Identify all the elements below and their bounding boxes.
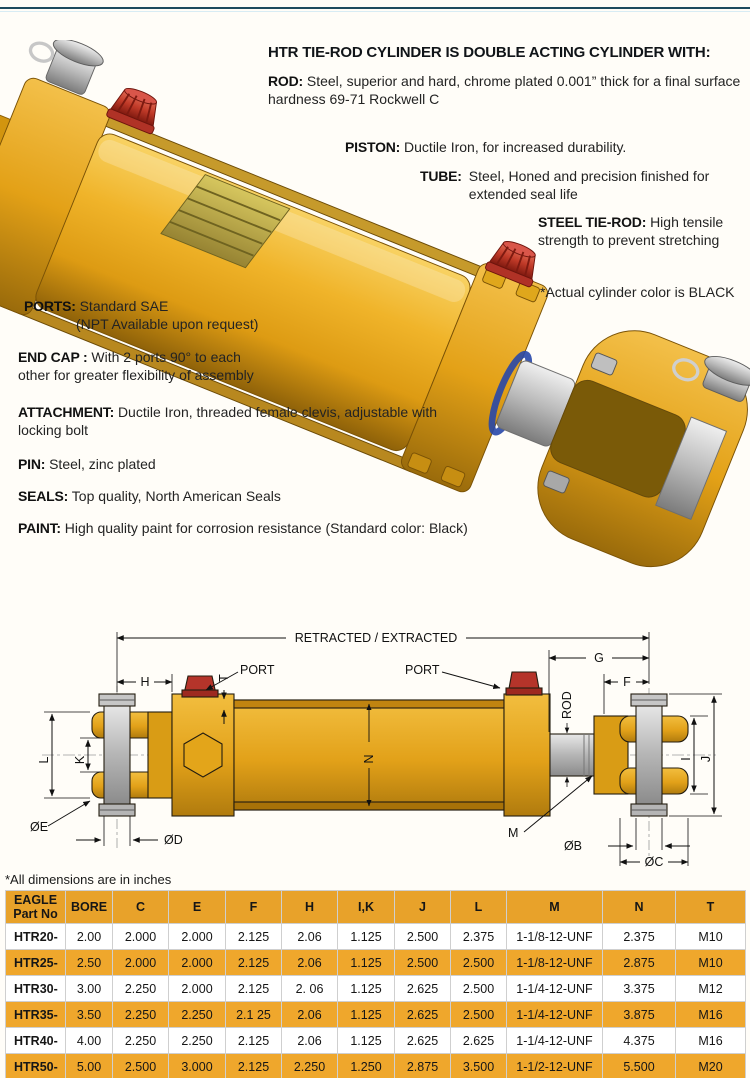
table-cell: 1-1/2-12-UNF <box>507 1054 603 1078</box>
dim-b-label: ØB <box>563 839 582 853</box>
table-header-cell: L <box>451 891 507 924</box>
table-cell: 2.1 25 <box>226 1002 282 1028</box>
dim-j-label: J <box>699 755 713 763</box>
table-cell: M12 <box>676 976 746 1002</box>
table-cell: 3.500 <box>451 1054 507 1078</box>
table-cell: 2. 06 <box>282 976 338 1002</box>
spec-pin-text: Steel, zinc plated <box>49 456 156 472</box>
table-cell-part: HTR35- <box>6 1002 66 1028</box>
table-header-cell: BORE <box>66 891 113 924</box>
spec-pin-label: PIN: <box>18 456 46 472</box>
table-cell: 2.625 <box>395 1002 451 1028</box>
table-cell: 1.125 <box>338 1028 395 1054</box>
spec-rod-label: ROD: <box>268 73 303 89</box>
table-cell: 2.000 <box>169 976 226 1002</box>
table-cell: 2.125 <box>226 950 282 976</box>
top-rule-light <box>0 11 750 12</box>
spec-ports-label: PORTS: <box>24 298 76 314</box>
table-row <box>6 1054 746 1078</box>
table-cell: 2.625 <box>395 1028 451 1054</box>
table-row <box>6 976 746 1002</box>
dim-n-label: N <box>362 754 376 764</box>
spec-table-body <box>6 924 746 1078</box>
table-cell: 1.125 <box>338 924 395 950</box>
spec-rod <box>268 72 746 108</box>
table-row <box>6 950 746 976</box>
table-header-row <box>6 891 746 924</box>
table-header-cell: E <box>169 891 226 924</box>
table-cell: M10 <box>676 950 746 976</box>
page-title: HTR TIE-ROD CYLINDER IS DOUBLE ACTING CYLINDER WITH: <box>268 44 711 61</box>
table-header-cell: H <box>282 891 338 924</box>
table-cell: 1-1/8-12-UNF <box>507 950 603 976</box>
table-header-cell: M <box>507 891 603 924</box>
table-cell: 2.000 <box>169 924 226 950</box>
spec-pin <box>18 455 156 473</box>
spec-endcap <box>18 348 266 384</box>
table-header-cell: T <box>676 891 746 924</box>
table-header-cell: N <box>603 891 676 924</box>
table-cell: 2.125 <box>226 924 282 950</box>
table-cell: 5.500 <box>603 1054 676 1078</box>
table-cell: 2.625 <box>395 976 451 1002</box>
table-cell: 2.000 <box>169 950 226 976</box>
table-cell: 1.250 <box>338 1054 395 1078</box>
units-note: *All dimensions are in inches <box>5 872 172 887</box>
table-cell: 2.125 <box>226 1054 282 1078</box>
table-cell: 1-1/4-12-UNF <box>507 976 603 1002</box>
spec-ports <box>24 297 258 333</box>
table-cell: M20 <box>676 1054 746 1078</box>
rod-label: ROD <box>560 691 574 719</box>
spec-tierod-label: STEEL TIE-ROD: <box>538 214 647 230</box>
spec-paint-text: High quality paint for corrosion resistance (Standard color: Black) <box>64 520 468 536</box>
color-note: *Actual cylinder color is BLACK <box>540 284 735 300</box>
table-cell: 2.125 <box>226 976 282 1002</box>
dim-g-label: G <box>594 651 604 665</box>
table-cell: 1.125 <box>338 950 395 976</box>
spec-tube-label: TUBE: <box>420 168 462 184</box>
table-cell: 2.250 <box>113 976 169 1002</box>
dim-f-label: F <box>623 675 631 689</box>
table-cell: 2.250 <box>282 1054 338 1078</box>
table-cell: 3.875 <box>603 1002 676 1028</box>
table-row <box>6 1002 746 1028</box>
table-row <box>6 1028 746 1054</box>
spec-piston <box>345 138 626 156</box>
table-cell: 2.875 <box>603 950 676 976</box>
table-cell: 1-1/8-12-UNF <box>507 924 603 950</box>
table-cell: 1.125 <box>338 1002 395 1028</box>
table-row <box>6 924 746 950</box>
port-right-label: PORT <box>405 663 440 677</box>
spec-paint <box>18 519 468 537</box>
table-cell-part: HTR30- <box>6 976 66 1002</box>
table-cell: 2.250 <box>113 1028 169 1054</box>
table-cell: M16 <box>676 1028 746 1054</box>
table-cell-part: HTR40- <box>6 1028 66 1054</box>
table-cell: 2.500 <box>451 1002 507 1028</box>
spec-tube-text: Steel, Honed and precision finished for extended seal life <box>468 168 710 202</box>
spec-ports-text: Standard SAE <box>79 298 169 314</box>
spec-paint-label: PAINT: <box>18 520 61 536</box>
table-header-cell: I,K <box>338 891 395 924</box>
spec-table <box>5 890 746 1078</box>
table-header-cell: EAGLE Part No <box>6 891 66 924</box>
dim-d-label: ØD <box>164 833 183 847</box>
table-cell: 2.250 <box>169 1028 226 1054</box>
table-cell: 2.875 <box>395 1054 451 1078</box>
table-cell: 2.250 <box>169 1002 226 1028</box>
spec-endcap-text: With 2 ports 90° to each other for greater flexibility of assembly <box>18 349 254 383</box>
table-cell: 2.500 <box>451 950 507 976</box>
table-cell-part: HTR50- <box>6 1054 66 1078</box>
spec-seals-label: SEALS: <box>18 488 69 504</box>
table-cell: 4.00 <box>66 1028 113 1054</box>
table-cell: 2.250 <box>113 1002 169 1028</box>
port-left-label: PORT <box>240 663 275 677</box>
table-cell: 2.500 <box>395 924 451 950</box>
table-cell: 2.06 <box>282 924 338 950</box>
table-cell-part: HTR25- <box>6 950 66 976</box>
table-cell: 2.375 <box>451 924 507 950</box>
table-cell: 3.375 <box>603 976 676 1002</box>
table-cell: 2.500 <box>395 950 451 976</box>
dim-retracted-label: RETRACTED / EXTRACTED <box>294 631 458 645</box>
dim-t-label: T <box>217 674 231 682</box>
spec-attachment <box>18 403 480 439</box>
table-cell: 3.00 <box>66 976 113 1002</box>
dim-c-label: ØC <box>644 855 664 869</box>
table-cell: 3.50 <box>66 1002 113 1028</box>
spec-attachment-label: ATTACHMENT: <box>18 404 115 420</box>
spec-tierod <box>538 213 746 249</box>
table-cell: 5.00 <box>66 1054 113 1078</box>
spec-endcap-label: END CAP : <box>18 349 88 365</box>
spec-attachment-text: Ductile Iron, threaded female clevis, adjustable with locking bolt <box>18 404 437 438</box>
table-cell: 2.06 <box>282 1002 338 1028</box>
table-cell: 2.000 <box>113 924 169 950</box>
spec-rod-text: Steel, superior and hard, chrome plated 0.001” thick for a final surface hardness 69-71 Rockwell C <box>268 73 741 107</box>
dim-k-label: K <box>73 755 87 765</box>
spec-table-head <box>6 891 746 924</box>
spec-tierod-text: High tensile strength to prevent stretching <box>538 214 724 248</box>
table-cell: M10 <box>676 924 746 950</box>
table-cell: M16 <box>676 1002 746 1028</box>
table-header-cell: J <box>395 891 451 924</box>
table-cell: 2.06 <box>282 1028 338 1054</box>
dimension-drawing <box>0 604 750 872</box>
table-cell: 2.000 <box>113 950 169 976</box>
spec-seals <box>18 487 281 505</box>
table-cell: 2.375 <box>603 924 676 950</box>
table-cell: 4.375 <box>603 1028 676 1054</box>
spec-piston-label: PISTON: <box>345 139 401 155</box>
table-cell: 2.00 <box>66 924 113 950</box>
table-cell: 1-1/4-12-UNF <box>507 1002 603 1028</box>
table-header-cell: C <box>113 891 169 924</box>
top-rule <box>0 7 750 9</box>
spec-tube <box>420 167 731 203</box>
table-cell: 3.000 <box>169 1054 226 1078</box>
table-cell: 2.500 <box>451 976 507 1002</box>
table-cell-part: HTR20- <box>6 924 66 950</box>
dim-l-label: L <box>37 756 51 764</box>
table-cell: 2.500 <box>113 1054 169 1078</box>
spec-piston-text: Ductile Iron, for increased durability. <box>404 139 627 155</box>
table-cell: 2.625 <box>451 1028 507 1054</box>
table-cell: 1-1/4-12-UNF <box>507 1028 603 1054</box>
dim-e-label: ØE <box>30 820 49 834</box>
table-cell: 2.50 <box>66 950 113 976</box>
table-header-cell: F <box>226 891 282 924</box>
dim-h-label: H <box>140 675 150 689</box>
spec-seals-text: Top quality, North American Seals <box>71 488 281 504</box>
dim-m-label: M <box>508 826 519 840</box>
table-cell: 1.125 <box>338 976 395 1002</box>
dim-i-label: I <box>679 757 693 761</box>
table-cell: 2.06 <box>282 950 338 976</box>
table-cell: 2.125 <box>226 1028 282 1054</box>
spec-ports-text2: (NPT Available upon request) <box>76 316 259 332</box>
